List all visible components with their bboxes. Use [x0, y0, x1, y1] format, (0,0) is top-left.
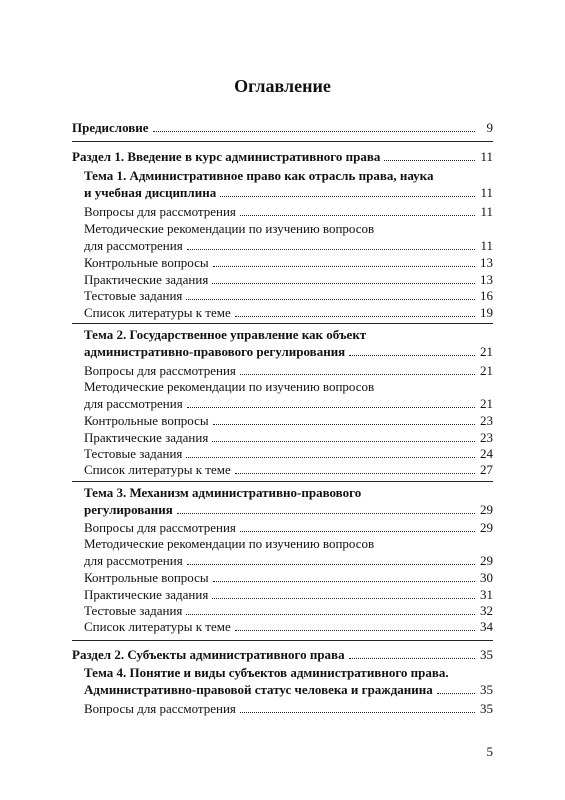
toc-entry-label: регулирования [84, 502, 173, 517]
toc-entry-label: административно-правового регулирования [84, 344, 346, 359]
toc-entry-label: Список литературы к теме [84, 462, 231, 477]
toc-entry-section-1[interactable] [72, 148, 493, 165]
toc-entry-label: Контрольные вопросы [84, 255, 209, 270]
toc-page-number: 32 [480, 603, 493, 618]
leader-dots [212, 281, 475, 284]
leader-dots [384, 158, 475, 161]
toc-entry-preface[interactable] [72, 119, 493, 136]
toc-entry-label: Вопросы для рассмотрения [84, 520, 236, 535]
toc-page-number: 11 [480, 238, 493, 253]
toc-entry-label-first-line: Тема 2. Государственное управление как объект [84, 327, 367, 342]
toc-entry-label: и учебная дисциплина [84, 185, 217, 200]
toc-entry-label: Вопросы для рассмотрения [84, 204, 236, 219]
toc-entry-practical[interactable] [84, 429, 493, 446]
leader-dots [186, 455, 475, 458]
toc-entry-methodical[interactable] [84, 535, 493, 569]
toc-entry-literature[interactable] [84, 618, 493, 635]
toc-entry-questions[interactable] [84, 519, 493, 536]
toc-entry-label: Вопросы для рассмотрения [84, 701, 236, 716]
leader-dots [213, 264, 475, 267]
leader-dots [240, 372, 475, 375]
toc-entry-label: Тестовые задания [84, 288, 183, 303]
toc-entry-control-questions[interactable] [84, 569, 493, 586]
toc-entry-label: Практические задания [84, 430, 209, 445]
toc-entry-tests[interactable] [84, 445, 493, 462]
leader-dots [213, 579, 475, 582]
leader-dots [212, 439, 475, 442]
section-divider [72, 141, 493, 142]
leader-dots [235, 471, 475, 474]
toc-page-number: 13 [480, 255, 493, 270]
toc-entry-topic-3[interactable] [84, 484, 493, 518]
toc-page-number: 9 [486, 120, 493, 135]
toc-page-number: 13 [480, 272, 493, 287]
leader-dots [186, 297, 475, 300]
section-divider [72, 640, 493, 641]
toc-page-number: 21 [480, 344, 493, 359]
toc-entry-label-first-line: Тема 3. Механизм административно-правового [84, 485, 362, 500]
toc-entry-control-questions[interactable] [84, 254, 493, 271]
toc-entry-label: Тестовые задания [84, 603, 183, 618]
toc-entry-label: Раздел 1. Введение в курс административного права [72, 149, 381, 164]
topic-divider [72, 481, 493, 482]
leader-dots [186, 612, 475, 615]
leader-dots [349, 353, 475, 356]
toc-page-number: 21 [480, 396, 493, 411]
toc-page-number: 29 [480, 553, 493, 568]
toc-entry-literature[interactable] [84, 304, 493, 321]
leader-dots [187, 247, 475, 250]
toc-entry-tests[interactable] [84, 287, 493, 304]
toc-entry-label: для рассмотрения [84, 238, 183, 253]
toc-entry-label: для рассмотрения [84, 396, 183, 411]
leader-dots [213, 422, 475, 425]
toc-entry-label: для рассмотрения [84, 553, 183, 568]
toc-page-number: 24 [480, 446, 493, 461]
leader-dots [177, 511, 475, 514]
leader-dots [235, 628, 475, 631]
toc-entry-label-first-line: Методические рекомендации по изучению вопросов [84, 536, 375, 551]
toc-page-number: 21 [480, 363, 493, 378]
toc-entry-label: Список литературы к теме [84, 619, 231, 634]
toc-entry-practical[interactable] [84, 586, 493, 603]
leader-dots [240, 710, 475, 713]
toc-page-number: 11 [480, 204, 493, 219]
toc-page-number: 31 [480, 587, 493, 602]
toc-page-number: 19 [480, 305, 493, 320]
toc-entry-literature[interactable] [84, 461, 493, 478]
toc-page-number: 35 [480, 682, 493, 697]
leader-dots [240, 213, 475, 216]
leader-dots [437, 691, 475, 694]
toc-page-number: 23 [480, 430, 493, 445]
toc-entry-label: Контрольные вопросы [84, 413, 209, 428]
toc-entry-label: Контрольные вопросы [84, 570, 209, 585]
leader-dots [240, 529, 475, 532]
toc-entry-label: Список литературы к теме [84, 305, 231, 320]
leader-dots [153, 129, 475, 132]
toc-page-number: 34 [480, 619, 493, 634]
leader-dots [187, 562, 475, 565]
toc-entry-practical[interactable] [84, 271, 493, 288]
toc-entry-methodical[interactable] [84, 378, 493, 412]
toc-entry-label: Практические задания [84, 272, 209, 287]
page-number: 5 [486, 744, 493, 759]
toc-entry-label-first-line: Тема 1. Административное право как отрасль права, наука [84, 168, 434, 183]
toc-entry-topic-4[interactable] [84, 664, 493, 698]
toc-entry-label-first-line: Тема 4. Понятие и виды субъектов административного права. [84, 665, 449, 680]
toc-entry-label: Раздел 2. Субъекты административного права [72, 647, 345, 662]
toc-entry-questions[interactable] [84, 700, 493, 717]
leader-dots [187, 405, 475, 408]
toc-entry-questions[interactable] [84, 362, 493, 379]
toc-entry-topic-2[interactable] [84, 326, 493, 360]
toc-page-number: 16 [480, 288, 493, 303]
toc-page-number: 27 [480, 462, 493, 477]
toc-entry-label: Практические задания [84, 587, 209, 602]
leader-dots [220, 194, 475, 197]
page-title: Оглавление [234, 76, 331, 96]
toc-entry-questions[interactable] [84, 203, 493, 220]
toc-page-number: 11 [480, 185, 493, 200]
topic-divider [72, 323, 493, 324]
toc-page-number: 29 [480, 520, 493, 535]
toc-page-number: 11 [480, 149, 493, 164]
leader-dots [235, 314, 475, 317]
toc-entry-label: Административно-правовой статус человека и гражданина [84, 682, 433, 697]
toc-entry-tests[interactable] [84, 602, 493, 619]
toc-entry-label: Тестовые задания [84, 446, 183, 461]
leader-dots [349, 656, 475, 659]
toc-entry-section-2[interactable] [72, 646, 493, 663]
toc-page-number: 30 [480, 570, 493, 585]
toc-page-number: 29 [480, 502, 493, 517]
toc-page-number: 35 [480, 647, 493, 662]
toc-entry-control-questions[interactable] [84, 412, 493, 429]
toc-page-number: 23 [480, 413, 493, 428]
toc-entry-label: Вопросы для рассмотрения [84, 363, 236, 378]
toc-entry-methodical[interactable] [84, 220, 493, 254]
toc-page-number: 35 [480, 701, 493, 716]
toc-entry-label-first-line: Методические рекомендации по изучению вопросов [84, 379, 375, 394]
leader-dots [212, 596, 475, 599]
toc-entry-label-first-line: Методические рекомендации по изучению вопросов [84, 221, 375, 236]
toc-entry-label: Предисловие [72, 120, 149, 135]
toc-entry-topic-1[interactable] [84, 167, 493, 201]
